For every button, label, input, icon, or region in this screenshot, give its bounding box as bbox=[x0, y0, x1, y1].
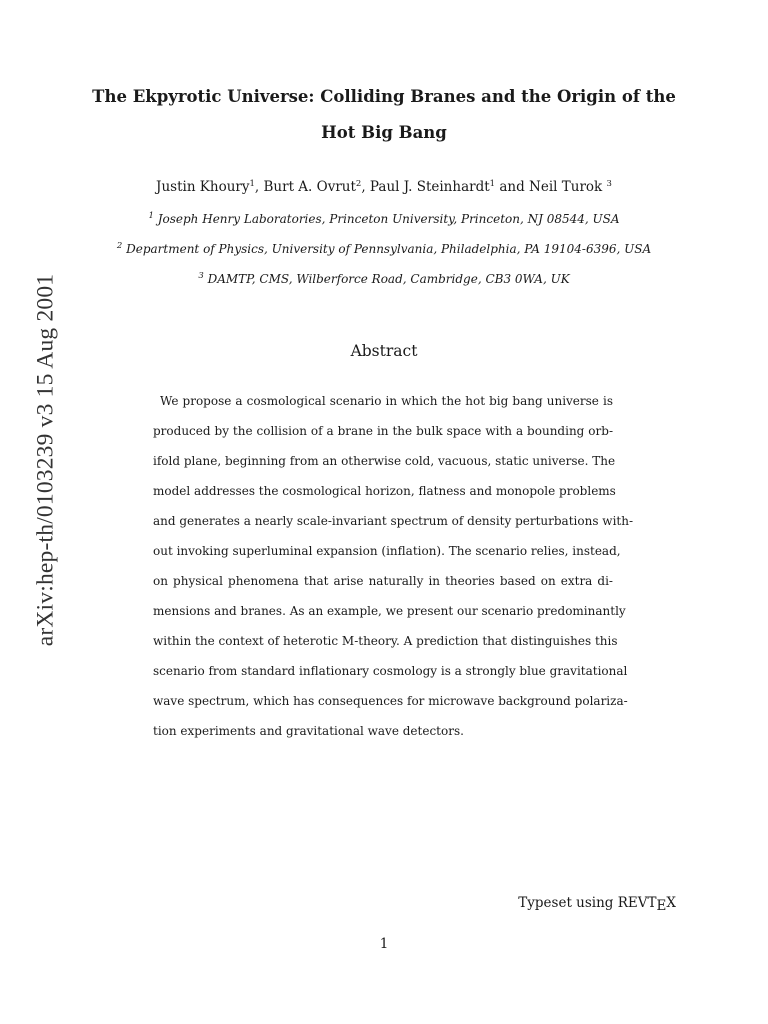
abstract-line: on physical phenomena that arise naturally in theories based on extra di- bbox=[153, 574, 613, 588]
abstract-line: wave spectrum, which has consequences for microwave background polariza- bbox=[153, 694, 628, 708]
paper-title-line-1: The Ekpyrotic Universe: Colliding Branes and the Origin of the bbox=[92, 87, 676, 106]
abstract-line: We propose a cosmological scenario in which the hot big bang universe is bbox=[160, 394, 613, 408]
author-separator: and bbox=[495, 179, 530, 195]
author-separator: , bbox=[361, 179, 370, 195]
typeset-suffix: X bbox=[666, 895, 676, 911]
abstract-line: mensions and branes. As an example, we present our scenario predominantly bbox=[153, 604, 626, 618]
author-name: Justin Khoury bbox=[156, 179, 250, 195]
typeset-note bbox=[460, 897, 676, 914]
affiliation-mark: 3 bbox=[198, 271, 204, 281]
affiliation-mark: 2 bbox=[116, 241, 123, 251]
author-affiliation-mark: 2 bbox=[355, 179, 362, 189]
author-affiliation-mark: 1 bbox=[249, 179, 255, 189]
arxiv-stamp-text: arXiv:hep-th/0103239 v3 15 Aug 2001 bbox=[32, 273, 59, 647]
abstract-line: tion experiments and gravitational wave detectors. bbox=[153, 724, 464, 738]
author-name: Neil Turok bbox=[529, 179, 607, 195]
typeset-e: E bbox=[656, 898, 667, 914]
affiliation-damtp bbox=[60, 272, 708, 285]
author-list bbox=[60, 180, 708, 195]
abstract-line: and generates a nearly scale-invariant spectrum of density perturbations with- bbox=[153, 514, 634, 528]
arxiv-stamp bbox=[16, 260, 76, 660]
affiliation-penn bbox=[60, 242, 708, 255]
author-name: Burt A. Ovrut bbox=[263, 179, 356, 195]
affiliation-text: Joseph Henry Laboratories, Princeton University, Princeton, NJ 08544, USA bbox=[157, 212, 620, 226]
page-number: 1 bbox=[379, 936, 389, 952]
abstract-heading: Abstract bbox=[350, 342, 418, 360]
abstract-line: produced by the collision of a brane in the bulk space with a bounding orb- bbox=[153, 424, 613, 438]
author-affiliation-mark: 1 bbox=[489, 179, 496, 189]
author-separator: , bbox=[254, 179, 264, 195]
paper-title-line-2: Hot Big Bang bbox=[321, 123, 447, 142]
abstract-body bbox=[153, 392, 634, 752]
abstract-line: ifold plane, beginning from an otherwise cold, vacuous, static universe. The bbox=[153, 454, 616, 468]
affiliation-mark: 1 bbox=[148, 211, 154, 221]
abstract-line: within the context of heterotic M-theory. A prediction that distinguishes this bbox=[153, 634, 618, 648]
affiliation-text: DAMTP, CMS, Wilberforce Road, Cambridge, CB3 0WA, UK bbox=[207, 272, 570, 286]
affiliation-text: Department of Physics, University of Pennsylvania, Philadelphia, PA 19104-6396, USA bbox=[126, 242, 652, 256]
author-affiliation-mark: 3 bbox=[606, 179, 612, 189]
abstract-line: out invoking superluminal expansion (inflation). The scenario relies, instead, bbox=[153, 544, 621, 558]
typeset-prefix: Typeset using REVT bbox=[518, 895, 657, 911]
abstract-line: model addresses the cosmological horizon, flatness and monopole problems bbox=[153, 484, 616, 498]
affiliation-princeton bbox=[60, 212, 708, 225]
abstract-line: scenario from standard inflationary cosmology is a strongly blue gravitational bbox=[153, 664, 628, 678]
author-name: Paul J. Steinhardt bbox=[369, 179, 490, 195]
